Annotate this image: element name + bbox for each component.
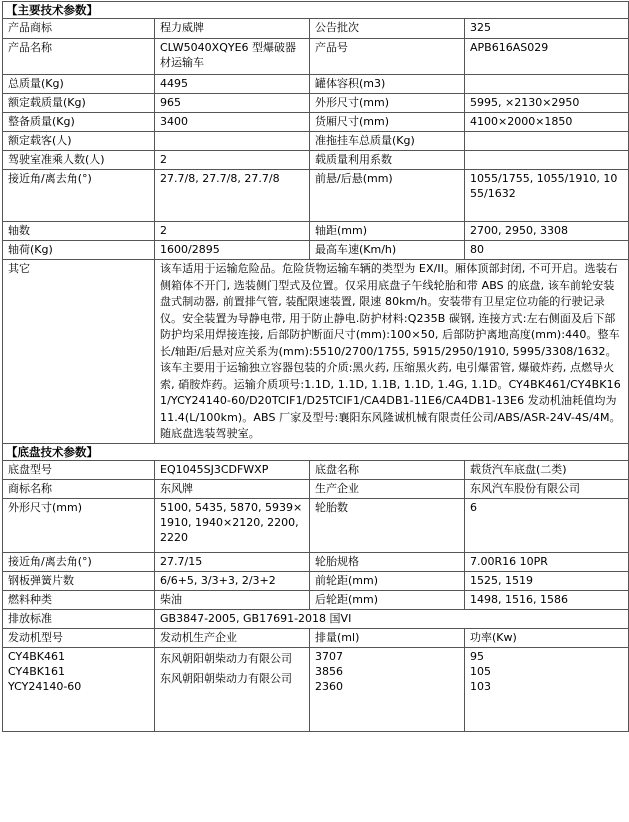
main-label: 罐体容积(m3) [310, 75, 465, 94]
chassis-label: 接近角/离去角(°) [3, 552, 155, 571]
main-label: 轴数 [3, 222, 155, 241]
chassis-label: 外形尺寸(mm) [3, 498, 155, 552]
chassis-value: 载货汽车底盘(二类) [465, 460, 629, 479]
main-value: 5995, ×2130×2950 [465, 94, 629, 113]
main-label: 公告批次 [310, 19, 465, 39]
main-row [3, 39, 629, 75]
chassis-label: 底盘名称 [310, 460, 465, 479]
main-value [465, 151, 629, 170]
main-value: 80 [465, 241, 629, 260]
other-label: 其它 [3, 260, 155, 444]
main-label: 货厢尺寸(mm) [310, 113, 465, 132]
chassis-section-title: 【底盘技术参数】 [3, 443, 629, 460]
chassis-value: 东风牌 [155, 479, 310, 498]
main-value: APB616AS029 [465, 39, 629, 75]
chassis-value: 东风汽车股份有限公司 [465, 479, 629, 498]
main-label: 总质量(Kg) [3, 75, 155, 94]
main-value: 1600/2895 [155, 241, 310, 260]
chassis-value: 27.7/15 [155, 552, 310, 571]
engine-makers: 东风朝阳朝柴动力有限公司 东风朝阳朝柴动力有限公司 [155, 647, 310, 731]
main-label: 载质量利用系数 [310, 151, 465, 170]
main-label: 驾驶室准乘人数(人) [3, 151, 155, 170]
chassis-value: 6 [465, 498, 629, 552]
chassis-label: 燃料种类 [3, 590, 155, 609]
main-value: 2 [155, 151, 310, 170]
spec-table [2, 1, 629, 732]
main-label: 额定载质量(Kg) [3, 94, 155, 113]
main-label: 轴距(mm) [310, 222, 465, 241]
main-value: 2 [155, 222, 310, 241]
main-row [3, 241, 629, 260]
engine-maker-header: 发动机生产企业 [155, 628, 310, 647]
main-label: 产品名称 [3, 39, 155, 75]
chassis-value: 6/6+5, 3/3+3, 2/3+2 [155, 571, 310, 590]
engine-powers: 95 105 103 [465, 647, 629, 731]
chassis-value: 5100, 5435, 5870, 5939×1910, 1940×2120, 2200, 2220 [155, 498, 310, 552]
main-section-title: 【主要技术参数】 [3, 2, 629, 19]
chassis-label: 生产企业 [310, 479, 465, 498]
chassis-label: 轮胎数 [310, 498, 465, 552]
chassis-row [3, 552, 629, 571]
engine-models: CY4BK461 CY4BK161 YCY24140-60 [3, 647, 155, 731]
chassis-row [3, 479, 629, 498]
engine-power-header: 功率(Kw) [465, 628, 629, 647]
main-label: 产品商标 [3, 19, 155, 39]
main-value: 4100×2000×1850 [465, 113, 629, 132]
chassis-row [3, 498, 629, 552]
main-row [3, 94, 629, 113]
main-value: CLW5040XQYE6 型爆破器材运输车 [155, 39, 310, 75]
chassis-label: 前轮距(mm) [310, 571, 465, 590]
main-value: 325 [465, 19, 629, 39]
chassis-label: 底盘型号 [3, 460, 155, 479]
engine-displacement-header: 排量(ml) [310, 628, 465, 647]
main-row [3, 113, 629, 132]
emission-label: 排放标准 [3, 609, 155, 628]
main-row [3, 222, 629, 241]
other-text: 该车适用于运输危险品。危险货物运输车辆的类型为 EX/II。厢体顶部封闭, 不可开启。选装右侧箱体不开门, 选装侧门型式及位置。仅采用底盘子午线轮胎和带 ABS 的底盘, 该车前轮安装盘式制动器, 前置排气管, 装配限速装置, 限速 80km/h。安装带有卫星定位功能的行驶记录仪。安全装置为导静电带, 用于防止静电.防护材料:Q235B 碳钢, 连接方式:左右侧面及后下部防护均采用焊接连接, 后部防护断面尺寸(mm):100×50, 后部防护离地高度(mm):440。整车长/轴距/后悬对应关系为(mm):5510/2700/1755, 5915/2950/1910, 5995/3308/1632。该车主要用于运输独立容器包装的介质:黑火药, 压缩黑火药, 电引爆雷管, 爆破炸药, 点燃导火索, 硝胺炸药。运输介质项号:1.1D, 1.1D, 1.1B, 1.1D, 1.4G, 1.1D。CY4BK461/CY4BK161/YCY24140-60/D20TCIF1/D25TCIF1/CA4DB1-11E6/CA4DB1-13E6 发动机油耗值均为 11.4(L/100km)。ABS 厂家及型号:襄阳东风隆诚机械有限责任公司/ABS/ASR-24V-4S/4M。随底盘选装驾驶室。 [155, 260, 629, 444]
chassis-value: 柴油 [155, 590, 310, 609]
emission-value: GB3847-2005, GB17691-2018 国VI [155, 609, 629, 628]
chassis-row [3, 590, 629, 609]
engine-displacements: 3707 3856 2360 [310, 647, 465, 731]
chassis-value: 7.00R16 10PR [465, 552, 629, 571]
main-row [3, 170, 629, 222]
main-label: 外形尺寸(mm) [310, 94, 465, 113]
main-value: 965 [155, 94, 310, 113]
main-label: 最高车速(Km/h) [310, 241, 465, 260]
main-row [3, 151, 629, 170]
main-value: 3400 [155, 113, 310, 132]
main-label: 准拖挂车总质量(Kg) [310, 132, 465, 151]
chassis-value: EQ1045SJ3CDFWXP [155, 460, 310, 479]
main-value [465, 132, 629, 151]
chassis-row [3, 571, 629, 590]
chassis-label: 轮胎规格 [310, 552, 465, 571]
main-value: 2700, 2950, 3308 [465, 222, 629, 241]
chassis-value: 1498, 1516, 1586 [465, 590, 629, 609]
main-value: 程力威牌 [155, 19, 310, 39]
main-row [3, 19, 629, 39]
main-label: 接近角/离去角(°) [3, 170, 155, 222]
main-value: 4495 [155, 75, 310, 94]
main-value: 1055/1755, 1055/1910, 1055/1632 [465, 170, 629, 222]
main-label: 前悬/后悬(mm) [310, 170, 465, 222]
chassis-label: 后轮距(mm) [310, 590, 465, 609]
chassis-row [3, 460, 629, 479]
main-row [3, 132, 629, 151]
main-value [465, 75, 629, 94]
main-label: 整备质量(Kg) [3, 113, 155, 132]
main-label: 额定载客(人) [3, 132, 155, 151]
main-value [155, 132, 310, 151]
main-label: 产品号 [310, 39, 465, 75]
main-value: 27.7/8, 27.7/8, 27.7/8 [155, 170, 310, 222]
main-label: 轴荷(Kg) [3, 241, 155, 260]
chassis-value: 1525, 1519 [465, 571, 629, 590]
main-row [3, 75, 629, 94]
chassis-label: 钢板弹簧片数 [3, 571, 155, 590]
chassis-label: 商标名称 [3, 479, 155, 498]
engine-model-header: 发动机型号 [3, 628, 155, 647]
